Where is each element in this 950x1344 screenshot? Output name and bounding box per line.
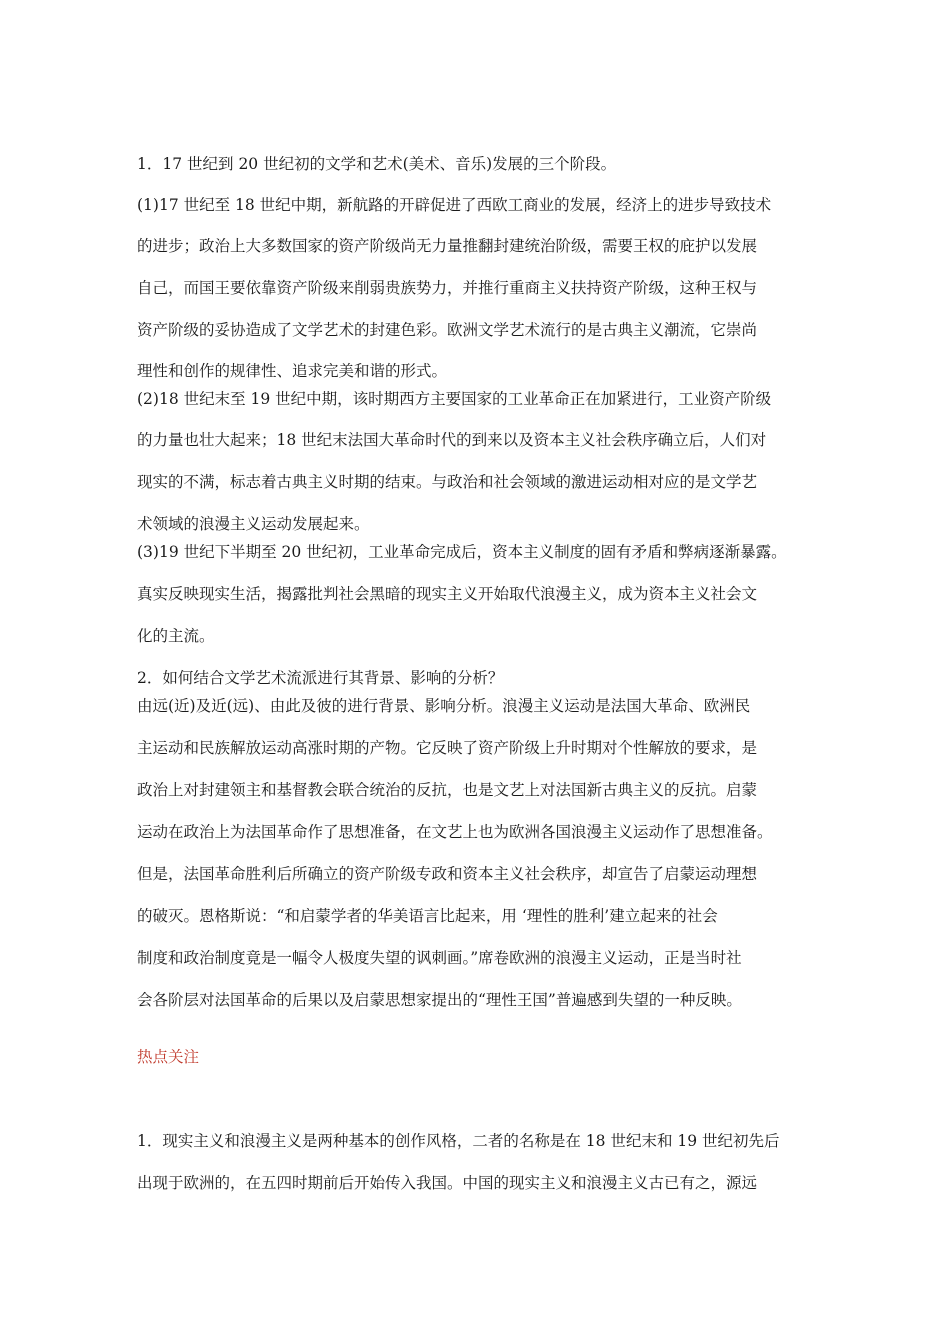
text-line: 1．17 世纪到 20 世纪初的文学和艺术(美术、音乐)发展的三个阶段。 — [137, 155, 617, 173]
text-line: 的力量也壮大起来；18 世纪末法国大革命时代的到来以及资本主义社会秩序确立后，人们对 — [137, 431, 767, 449]
text-line: 运动在政治上为法国革命作了思想准备，在文艺上也为欧洲各国浪漫主义运动作了思想准备。 — [137, 823, 773, 841]
text-line: 化的主流。 — [137, 627, 215, 645]
text-line: 出现于欧洲的，在五四时期前后开始传入我国。中国的现实主义和浪漫主义古已有之，源远 — [137, 1174, 758, 1192]
text-line: 2．如何结合文学艺术流派进行其背景、影响的分析？ — [137, 669, 504, 687]
text-line: 会各阶层对法国革命的后果以及启蒙思想家提出的“理性王国”普遍感到失望的一种反映。 — [137, 991, 742, 1009]
text-line: 1．现实主义和浪漫主义是两种基本的创作风格，二者的名称是在 18 世纪末和 19 世纪初先后 — [137, 1132, 780, 1150]
text-line: 由远(近)及近(远)、由此及彼的进行背景、影响分析。浪漫主义运动是法国大革命、欧洲民 — [137, 697, 751, 715]
text-line: 的破灭。恩格斯说：“和启蒙学者的华美语言比起来，用 ‘理性的胜利’建立起来的社会 — [137, 907, 718, 925]
text-line: 现实的不满，标志着古典主义时期的结束。与政治和社会领域的激进运动相对应的是文学艺 — [137, 473, 758, 491]
text-line: 资产阶级的妥协造成了文学艺术的封建色彩。欧洲文学艺术流行的是古典主义潮流，它崇尚 — [137, 321, 758, 339]
hot-topic-heading: 热点关注 — [137, 1048, 200, 1066]
text-line: 自己，而国王要依靠资产阶级来削弱贵族势力，并推行重商主义扶持资产阶级，这种王权与 — [137, 279, 758, 297]
text-line: 制度和政治制度竟是一幅令人极度失望的讽刺画。”席卷欧洲的浪漫主义运动，正是当时社 — [137, 949, 742, 967]
text-line: (3)19 世纪下半期至 20 世纪初，工业革命完成后，资本主义制度的固有矛盾和弊病逐渐暴露。 — [137, 543, 787, 561]
text-line: 术领域的浪漫主义运动发展起来。 — [137, 515, 370, 533]
text-line: 理性和创作的规律性、追求完美和谐的形式。 — [137, 362, 448, 380]
text-line: 的进步；政治上大多数国家的资产阶级尚无力量推翻封建统治阶级，需要王权的庇护以发展 — [137, 237, 758, 255]
text-line: (1)17 世纪至 18 世纪中期，新航路的开辟促进了西欧工商业的发展，经济上的进步导致技术 — [137, 196, 772, 214]
text-line: 政治上对封建领主和基督教会联合统治的反抗，也是文艺上对法国新古典主义的反抗。启蒙 — [137, 781, 758, 799]
text-line: 主运动和民族解放运动高涨时期的产物。它反映了资产阶级上升时期对个性解放的要求，是 — [137, 739, 758, 757]
text-line: 真实反映现实生活，揭露批判社会黑暗的现实主义开始取代浪漫主义，成为资本主义社会文 — [137, 585, 758, 603]
text-line: (2)18 世纪末至 19 世纪中期，该时期西方主要国家的工业革命正在加紧进行，工业资产阶级 — [137, 390, 772, 408]
text-line: 但是，法国革命胜利后所确立的资产阶级专政和资本主义社会秩序，却宣告了启蒙运动理想 — [137, 865, 758, 883]
